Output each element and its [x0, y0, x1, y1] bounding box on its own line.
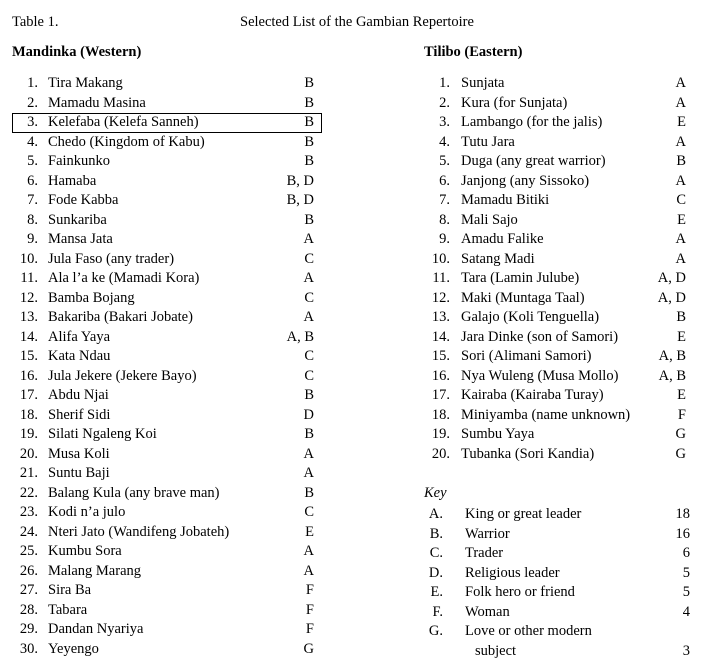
item-title: Dandan Nyariya	[48, 621, 144, 637]
item-title: Tara (Lamin Julube)	[461, 270, 580, 286]
item-title: Suntu Baji	[48, 465, 110, 481]
item-title: Kura (for Sunjata)	[461, 94, 568, 111]
item-category: F	[305, 601, 314, 618]
list-item	[0, 211, 709, 231]
key-letter: C.	[429, 545, 443, 561]
list-item	[0, 289, 709, 309]
item-category: A	[303, 270, 314, 286]
item-title: Nya Wuleng (Musa Mollo)	[461, 367, 619, 384]
item-number: 18.	[431, 406, 450, 423]
item-number: 10.	[19, 250, 38, 267]
item-title: Silati Ngaleng Koi	[48, 426, 157, 442]
item-title: Kodi n’a julo	[48, 504, 126, 520]
list-item	[0, 484, 709, 504]
item-category: A, D	[657, 270, 686, 286]
item-title: Bakariba (Bakari Jobate)	[48, 309, 193, 325]
list-item	[0, 347, 709, 367]
item-number: 13.	[431, 309, 450, 325]
item-category: A	[675, 75, 686, 91]
item-number: 11.	[432, 270, 450, 286]
item-number: 12.	[19, 289, 38, 306]
list-item	[0, 113, 709, 133]
key-label: Warrior	[465, 525, 510, 542]
item-number: 28.	[19, 601, 38, 618]
item-number: 1.	[439, 75, 450, 91]
item-title: Sunkariba	[48, 211, 107, 228]
item-title: Maki (Muntaga Taal)	[461, 289, 585, 306]
item-number: 15.	[19, 348, 38, 364]
key-letter: F.	[432, 603, 443, 620]
key-letter: E.	[430, 584, 443, 600]
item-title: Yeyengo	[48, 640, 99, 657]
item-number: 14.	[19, 328, 38, 345]
item-number: 13.	[19, 309, 38, 325]
list-item	[0, 191, 709, 211]
item-number: 7.	[439, 192, 450, 208]
item-number: 1.	[27, 75, 38, 91]
item-title: Kairaba (Kairaba Turay)	[461, 387, 604, 403]
item-number: 9.	[439, 231, 450, 247]
item-category: C	[304, 250, 314, 267]
item-number: 12.	[431, 289, 450, 306]
list-item	[0, 445, 709, 465]
item-number: 4.	[27, 133, 38, 150]
item-category: B	[304, 94, 314, 111]
item-title: Janjong (any Sissoko)	[461, 172, 590, 189]
list-item	[0, 74, 709, 94]
item-category: A	[303, 231, 314, 247]
item-title: Mansa Jata	[48, 231, 113, 247]
item-category: B	[304, 387, 314, 403]
item-category: A	[303, 309, 314, 325]
item-category: B	[304, 426, 314, 442]
item-category: B	[304, 114, 314, 130]
item-category: G	[303, 640, 314, 657]
item-number: 20.	[19, 445, 38, 462]
item-title: Nteri Jato (Wandifeng Jobateh)	[48, 523, 230, 540]
item-category: F	[677, 406, 686, 423]
key-count: 3	[682, 642, 690, 659]
item-category: B	[304, 75, 314, 91]
item-title: Miniyamba (name unknown)	[461, 406, 631, 423]
item-number: 10.	[431, 250, 450, 267]
item-category: A, B	[286, 328, 314, 345]
item-title: Lambango (for the jalis)	[461, 114, 603, 130]
list-item	[0, 425, 709, 445]
list-item	[0, 152, 709, 172]
item-title: Ala l’a ke (Mamadi Kora)	[48, 270, 200, 286]
item-title: Chedo (Kingdom of Kabu)	[48, 133, 205, 150]
key-label: Trader	[465, 545, 504, 561]
item-number: 30.	[19, 640, 38, 657]
item-title: Malang Marang	[48, 562, 142, 579]
item-category: E	[677, 328, 686, 345]
key-count: 16	[675, 525, 690, 542]
item-title: Mali Sajo	[461, 211, 518, 228]
key-letter: D.	[428, 564, 443, 581]
western-column-heading: Mandinka (Western)	[12, 44, 142, 60]
key-label: Woman	[465, 603, 510, 620]
item-category: A	[675, 172, 686, 189]
item-title: Fainkunko	[48, 153, 111, 169]
item-title: Kata Ndau	[48, 348, 111, 364]
item-category: E	[305, 523, 314, 540]
key-label: King or great leader	[465, 506, 582, 522]
item-category: C	[676, 192, 686, 208]
item-number: 27.	[19, 582, 38, 598]
item-number: 17.	[431, 387, 450, 403]
item-category: C	[304, 504, 314, 520]
item-category: B	[304, 211, 314, 228]
item-category: D	[303, 406, 314, 423]
item-number: 11.	[20, 270, 38, 286]
item-number: 3.	[27, 114, 38, 130]
key-count: 5	[682, 584, 690, 600]
item-category: F	[305, 621, 314, 637]
table-title: Selected List of the Gambian Repertoire	[240, 14, 474, 30]
item-number: 3.	[439, 114, 450, 130]
item-title: Sherif Sidi	[48, 406, 111, 423]
item-title: Amadu Falike	[461, 231, 544, 247]
item-title: Kumbu Sora	[48, 543, 122, 559]
key-count: 6	[682, 545, 690, 561]
item-category: E	[677, 114, 686, 130]
item-title: Jula Faso (any trader)	[48, 250, 175, 267]
key-count: 5	[682, 564, 690, 581]
list-item	[0, 172, 709, 192]
item-number: 6.	[439, 172, 450, 189]
item-number: 9.	[27, 231, 38, 247]
item-category: C	[304, 289, 314, 306]
item-category: A, D	[657, 289, 686, 306]
item-category: B, D	[286, 172, 314, 189]
item-number: 2.	[439, 94, 450, 111]
item-category: C	[304, 348, 314, 364]
item-number: 2.	[27, 94, 38, 111]
item-category: G	[675, 445, 686, 462]
item-category: A	[675, 231, 686, 247]
item-title: Musa Koli	[48, 445, 110, 462]
item-title: Tabara	[48, 601, 88, 618]
item-title: Sumbu Yaya	[461, 426, 535, 442]
item-number: 29.	[19, 621, 38, 637]
list-item	[0, 406, 709, 426]
list-item	[0, 133, 709, 153]
item-category: B	[304, 133, 314, 150]
item-title: Sira Ba	[48, 582, 92, 598]
item-title: Galajo (Koli Tenguella)	[461, 309, 600, 325]
item-title: Balang Kula (any brave man)	[48, 484, 220, 501]
list-item	[0, 386, 709, 406]
key-count: 4	[682, 603, 690, 620]
item-title: Bamba Bojang	[48, 289, 135, 306]
item-title: Sori (Alimani Samori)	[461, 348, 592, 364]
item-number: 19.	[19, 426, 38, 442]
list-item	[0, 269, 709, 289]
list-item	[0, 230, 709, 250]
item-number: 24.	[19, 523, 38, 540]
item-category: A	[675, 250, 686, 267]
item-number: 4.	[439, 133, 450, 150]
item-number: 8.	[439, 211, 450, 228]
item-title: Kelefaba (Kelefa Sanneh)	[48, 114, 199, 130]
key-label: Religious leader	[465, 564, 560, 581]
item-number: 17.	[19, 387, 38, 403]
item-title: Sunjata	[461, 75, 505, 91]
key-row	[0, 505, 709, 525]
item-number: 19.	[431, 426, 450, 442]
item-title: Hamaba	[48, 172, 97, 189]
key-label: Love or other modern	[465, 623, 592, 639]
item-title: Tutu Jara	[461, 133, 515, 150]
key-row	[0, 622, 709, 642]
item-title: Satang Madi	[461, 250, 535, 267]
list-item	[0, 328, 709, 348]
key-letter: A.	[428, 506, 443, 522]
item-number: 5.	[439, 153, 450, 169]
item-number: 23.	[19, 504, 38, 520]
item-category: E	[677, 387, 686, 403]
eastern-column-heading: Tilibo (Eastern)	[424, 44, 523, 60]
item-category: B	[304, 153, 314, 169]
item-number: 14.	[431, 328, 450, 345]
list-item	[0, 94, 709, 114]
item-number: 22.	[19, 484, 38, 501]
key-letter: B.	[429, 525, 443, 542]
item-title: Tubanka (Sori Kandia)	[461, 445, 595, 462]
list-item	[0, 308, 709, 328]
item-category: A	[303, 543, 314, 559]
key-letter: G.	[428, 623, 443, 639]
item-category: A	[675, 133, 686, 150]
list-item	[0, 367, 709, 387]
item-category: C	[304, 367, 314, 384]
item-title: Duga (any great warrior)	[461, 153, 606, 169]
item-category: A	[303, 465, 314, 481]
key-row	[0, 603, 709, 623]
item-title: Tira Makang	[48, 75, 123, 91]
item-number: 25.	[19, 543, 38, 559]
item-number: 16.	[19, 367, 38, 384]
key-row	[0, 564, 709, 584]
key-label: subject	[475, 642, 517, 659]
list-item	[0, 250, 709, 270]
item-title: Fode Kabba	[48, 192, 119, 208]
item-number: 6.	[27, 172, 38, 189]
item-category: B	[304, 484, 314, 501]
item-category: B, D	[286, 192, 314, 208]
item-category: G	[675, 426, 686, 442]
key-label: Folk hero or friend	[465, 584, 575, 600]
item-title: Alifa Yaya	[48, 328, 111, 345]
list-item	[0, 464, 709, 484]
key-row	[0, 642, 709, 662]
item-title: Mamadu Masina	[48, 94, 146, 111]
item-number: 5.	[27, 153, 38, 169]
item-title: Jula Jekere (Jekere Bayo)	[48, 367, 197, 384]
item-category: A	[675, 94, 686, 111]
key-row	[0, 544, 709, 564]
item-category: F	[305, 582, 314, 598]
key-count: 18	[675, 506, 690, 522]
item-number: 21.	[19, 465, 38, 481]
item-number: 18.	[19, 406, 38, 423]
key-title: Key	[424, 485, 447, 501]
item-number: 15.	[431, 348, 450, 364]
key-row	[0, 583, 709, 603]
item-category: E	[677, 211, 686, 228]
item-category: A	[303, 445, 314, 462]
item-title: Mamadu Bitiki	[461, 192, 550, 208]
item-category: A, B	[658, 348, 686, 364]
item-category: A, B	[658, 367, 686, 384]
item-number: 8.	[27, 211, 38, 228]
item-number: 20.	[431, 445, 450, 462]
key-row	[0, 525, 709, 545]
item-number: 26.	[19, 562, 38, 579]
table-label: Table 1.	[12, 14, 59, 30]
item-title: Abdu Njai	[48, 387, 109, 403]
item-category: B	[676, 153, 686, 169]
item-number: 16.	[431, 367, 450, 384]
item-category: A	[303, 562, 314, 579]
item-number: 7.	[27, 192, 38, 208]
item-category: B	[676, 309, 686, 325]
item-title: Jara Dinke (son of Samori)	[461, 328, 619, 345]
